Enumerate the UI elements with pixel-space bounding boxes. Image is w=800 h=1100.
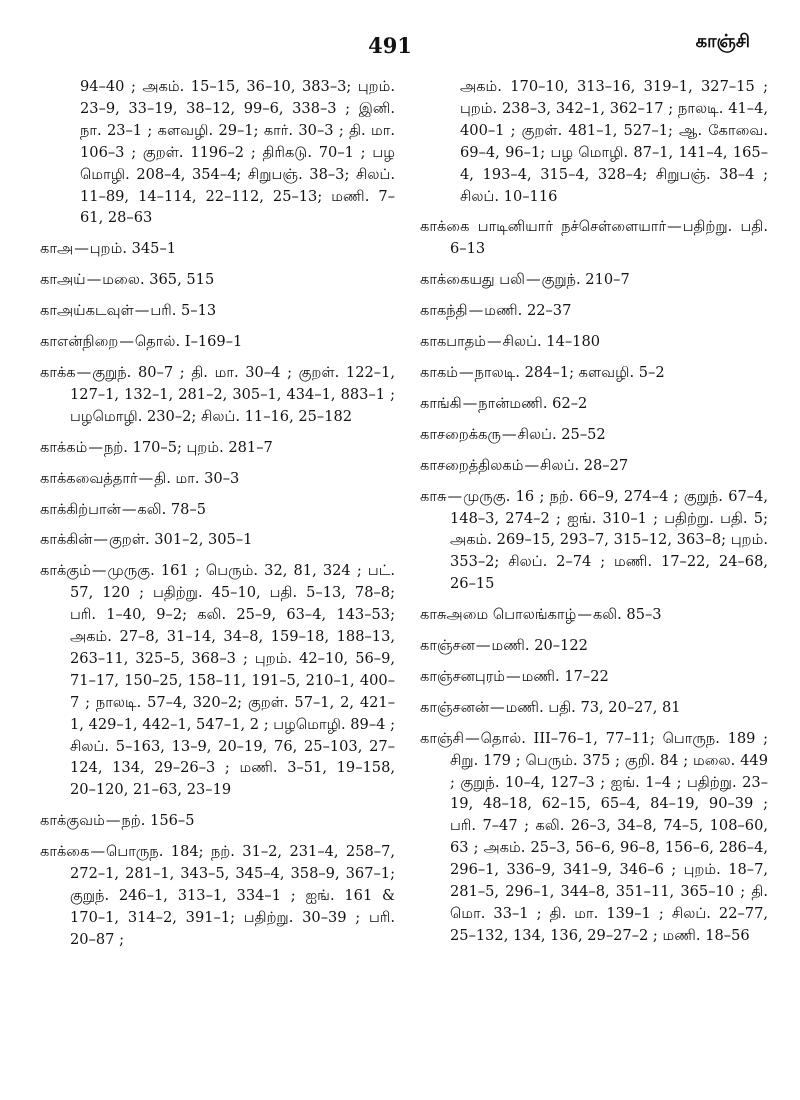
entry-headword: காஞ்சனபுரம் (420, 667, 506, 685)
entry-headword: காஞ்சன (420, 637, 475, 655)
entry-headword: காகம் (420, 363, 459, 381)
entry-headword: காசு (420, 487, 447, 505)
entry-headword: காங்கி (420, 394, 462, 412)
entry-references: பொருந. 184; நற். 31–2, 231–4, 258–7, 272–1, 281–1, 343–5, 345–4, 358–9, 367–1; குறுந். 246–1, 313–1, 334–1 ; ஐங். 161 & 170–1, 314–2, 391–1; பதிற்று. 30–39 ; பரி. 20–87 ; (70, 843, 395, 948)
index-entry: காசுஅமை பொலங்காழ்—கலி. 85–3 (420, 606, 662, 624)
entry-references: நற். 156–5 (121, 812, 195, 830)
entry-headword: காக்குவம் (40, 812, 105, 830)
index-entry: காக்கை—பொருந. 184; நற். 31–2, 231–4, 258–7, 272–1, 281–1, 343–5, 345–4, 358–9, 367–1; குறுந். 246–1, 313–1, 334–1 ; ஐங். 161 & 170–1, 314–2, 391–1; பதிற்று. 30–39 ; பரி. 20–87 ; (40, 843, 395, 948)
index-entry: காஞ்சனபுரம்—மணி. 17–22 (420, 667, 609, 685)
entry-headword: காசுஅமை பொலங்காழ் (420, 606, 577, 624)
index-entry: காசறைத்திலகம்—சிலப். 28–27 (420, 456, 629, 474)
entry-headword: காஅ (40, 240, 74, 258)
index-entry: காக்குவம்—நற். 156–5 (40, 812, 195, 830)
entry-references: குறுந். 80–7 ; தி. மா. 30–4 ; குறள். 122–1, 127–1, 132–1, 281–2, 305–1, 434–1, 883–1 ; பழமொழி. 230–2; சிலப். 11–16, 25–182 (70, 363, 395, 425)
entry-references: குறள். 301–2, 305–1 (109, 531, 253, 549)
entry-headword: காஅய்கடவுள் (40, 302, 134, 320)
entry-references: அகம். 170–10, 313–16, 319–1, 327–15 ; புறம். 238–3, 342–1, 362–17 ; நாலடி. 41–4, 400–1 ; குறள். 481–1, 527–1; ஆ. கோவை. 69–4, 96–1; பழ மொழி. 87–1, 141–4, 165–4, 193–4, 315–4, 328–4; சிறுபஞ். 38–4 ; சிலப். 10–116 (460, 78, 768, 205)
entry-references: பதிற்று. பதி. 6–13 (450, 218, 768, 258)
index-entry: காஞ்சி—தொல். III–76–1, 77–11; பொருந. 189 ; சிறு. 179 ; பெரும். 375 ; குறி. 84 ; மலை. 449 ; குறுந். 10–4, 127–3 ; ஐங். 1–4 ; பதிற்று. 23–19, 48–18, 62–15, 65–4, 84–19, 90–39 ; பரி. 7–47 ; கலி. 26–3, 34–8, 74–5, 108–60, 63 ; அகம். 25–3, 56–6, 96–8, 156–6, 286–4, 296–1, 336–9, 341–9, 346–6 ; புறம். 18–7, 281–5, 296–1, 344–8, 351–11, 365–10 ; தி. மொ. 33–1 ; தி. மா. 139–1 ; சிலப். 22–77, 25–132, 134, 136, 29–27–2 ; மணி. 18–56 (420, 729, 768, 944)
entry-headword: காசறைக்கரு (420, 425, 501, 443)
entry-headword: காக்கவைத்தார் (40, 469, 138, 487)
entry-references: மணி. 22–37 (484, 302, 572, 320)
index-entry: காக்கவைத்தார்—தி. மா. 30–3 (40, 469, 240, 487)
index-entry: காகபாதம்—சிலப். 14–180 (420, 333, 601, 351)
entry-headword: காசறைத்திலகம் (420, 456, 524, 474)
index-entry: காஅய்—மலை. 365, 515 (40, 271, 215, 289)
entry-references: குறுந். 210–7 (541, 271, 630, 289)
entry-headword: காகபாதம் (420, 333, 487, 351)
index-entry: காகம்—நாலடி. 284–1; களவழி. 5–2 (420, 363, 665, 381)
index-entry: காக்க—குறுந். 80–7 ; தி. மா. 30–4 ; குறள். 122–1, 127–1, 132–1, 281–2, 305–1, 434–1, 883–1 ; பழமொழி. 230–2; சிலப். 11–16, 25–182 (40, 363, 395, 425)
index-entry: காகந்தி—மணி. 22–37 (420, 302, 572, 320)
entry-headword: காக்கையது பலி (420, 271, 525, 289)
entry-headword: காக்க (40, 363, 76, 381)
entry-references: மணி. 20–122 (491, 637, 588, 655)
entry-headword: காக்கும் (40, 562, 91, 580)
index-entry: காஎன்நிறை—தொல். I–169–1 (40, 333, 243, 351)
index-entry (40, 76, 395, 229)
entry-references: நாலடி. 284–1; களவழி. 5–2 (474, 363, 665, 381)
left-column (40, 76, 395, 960)
entry-references: 94–40 ; அகம். 15–15, 36–10, 383–3; புறம். 23–9, 33–19, 38–12, 99–6, 338–3 ; இனி. நா. 23–1 ; களவழி. 29–1; கார். 30–3 ; தி. மா. 106–3 ; குறள். 1196–2 ; திரிகடு. 70–1 ; பழ மொழி. 208–4, 354–4; சிறுபஞ். 38–3; சிலப். 11–89, 14–114, 22–112, 25–13; மணி. 7–61, 28–63 (80, 78, 395, 227)
entry-headword: காக்கை பாடினியார் நச்செள்ளையார் (420, 218, 667, 236)
entry-references: சிலப். 25–52 (517, 425, 606, 443)
entry-references: மலை. 365, 515 (102, 271, 215, 289)
entry-references: மணி. பதி. 73, 20–27, 81 (505, 698, 681, 716)
entry-references: சிலப். 14–180 (502, 333, 601, 351)
right-column (420, 76, 768, 956)
entry-headword: காஅய் (40, 271, 86, 289)
index-entry: காக்கிற்பான்—கலி. 78–5 (40, 500, 207, 518)
entry-references: மணி. 17–22 (521, 667, 609, 685)
entry-references: நற். 170–5; புறம். 281–7 (103, 438, 273, 456)
entry-references: கலி. 78–5 (137, 500, 207, 518)
index-entry: காசு—முருகு. 16 ; நற். 66–9, 274–4 ; குறுந். 67–4, 148–3, 274–2 ; ஐங். 310–1 ; பதிற்று. பதி. 5; அகம். 269–15, 293–7, 315–12, 363–8; புறம். 353–2; சிலப். 2–74 ; மணி. 17–22, 24–68, 26–15 (420, 487, 768, 593)
entry-headword: காகந்தி (420, 302, 468, 320)
index-entry: காக்கை பாடினியார் நச்செள்ளையார்—பதிற்று. பதி. 6–13 (420, 218, 768, 258)
entry-references: புறம். 345–1 (89, 240, 177, 258)
entry-headword: காக்கை (40, 843, 90, 861)
index-entry: காசறைக்கரு—சிலப். 25–52 (420, 425, 606, 443)
index-entry: காக்கின்—குறள். 301–2, 305–1 (40, 531, 253, 549)
index-entry: காஞ்சன—மணி. 20–122 (420, 637, 588, 655)
index-entry: காஅய்கடவுள்—பரி. 5–13 (40, 302, 217, 320)
index-entry: காஅ—புறம். 345–1 (40, 240, 177, 258)
entry-references: முருகு. 161 ; பெரும். 32, 81, 324 ; பட். 57, 120 ; பதிற்று. 45–10, பதி. 5–13, 78–8; பரி. 1–40, 9–2; கலி. 25–9, 63–4, 143–53; அகம். 27–8, 31–14, 34–8, 159–18, 188–13, 263–11, 325–5, 368–3 ; புறம். 42–10, 56–9, 71–17, 150–25, 158–11, 191–5, 210–1, 400–7 ; நாலடி. 57–4, 320–2; குறள். 57–1, 2, 421–1, 429–1, 442–1, 547–1, 2 ; பழமொழி. 89–4 ; சிலப். 5–163, 13–9, 20–19, 76, 25–103, 27–124, 134, 29–26–3 ; மணி. 3–51, 19–158, 20–120, 21–63, 23–19 (70, 562, 395, 799)
page-number: 491 (368, 33, 412, 58)
entry-headword: காஎன்நிறை (40, 333, 119, 351)
entry-headword: காஞ்சனன் (420, 698, 490, 716)
index-entry: காக்கம்—நற். 170–5; புறம். 281–7 (40, 438, 273, 456)
entry-references: பரி. 5–13 (150, 302, 217, 320)
entry-headword: காக்கின் (40, 531, 93, 549)
entry-headword: காக்கிற்பான் (40, 500, 121, 518)
entry-references: முருகு. 16 ; நற். 66–9, 274–4 ; குறுந். 67–4, 148–3, 274–2 ; ஐங். 310–1 ; பதிற்று. பதி. 5; அகம். 269–15, 293–7, 315–12, 363–8; புறம். 353–2; சிலப். 2–74 ; மணி. 17–22, 24–68, 26–15 (450, 487, 768, 593)
index-entry: காக்கும்—முருகு. 161 ; பெரும். 32, 81, 324 ; பட். 57, 120 ; பதிற்று. 45–10, பதி. 5–13, 78–8; பரி. 1–40, 9–2; கலி. 25–9, 63–4, 143–53; அகம். 27–8, 31–14, 34–8, 159–18, 188–13, 263–11, 325–5, 368–3 ; புறம். 42–10, 56–9, 71–17, 150–25, 158–11, 191–5, 210–1, 400–7 ; நாலடி. 57–4, 320–2; குறள். 57–1, 2, 421–1, 429–1, 442–1, 547–1, 2 ; பழமொழி. 89–4 ; சிலப். 5–163, 13–9, 20–19, 76, 25–103, 27–124, 134, 29–26–3 ; மணி. 3–51, 19–158, 20–120, 21–63, 23–19 (40, 562, 395, 799)
entry-references: தொல். III–76–1, 77–11; பொருந. 189 ; சிறு. 179 ; பெரும். 375 ; குறி. 84 ; மலை. 449 ; குறுந். 10–4, 127–3 ; ஐங். 1–4 ; பதிற்று. 23–19, 48–18, 62–15, 65–4, 84–19, 90–39 ; பரி. 7–47 ; கலி. 26–3, 34–8, 74–5, 108–60, 63 ; அகம். 25–3, 56–6, 96–8, 156–6, 286–4, 296–1, 336–9, 341–9, 346–6 ; புறம். 18–7, 281–5, 296–1, 344–8, 351–11, 365–10 ; தி. மொ. 33–1 ; தி. மா. 139–1 ; சிலப். 22–77, 25–132, 134, 136, 29–27–2 ; மணி. 18–56 (450, 729, 768, 944)
running-head: காஞ்சி (695, 31, 750, 52)
index-entry: காக்கையது பலி—குறுந். 210–7 (420, 271, 630, 289)
entry-references: நான்மணி. 62–2 (478, 394, 588, 412)
entry-references: தி. மா. 30–3 (154, 469, 240, 487)
index-entry: காஞ்சனன்—மணி. பதி. 73, 20–27, 81 (420, 698, 681, 716)
index-entry (420, 76, 768, 207)
entry-references: தொல். I–169–1 (134, 333, 243, 351)
entry-references: சிலப். 28–27 (540, 456, 629, 474)
index-entry: காங்கி—நான்மணி. 62–2 (420, 394, 588, 412)
entry-headword: காக்கம் (40, 438, 88, 456)
entry-headword: காஞ்சி (420, 729, 465, 747)
entry-references: கலி. 85–3 (592, 606, 662, 624)
